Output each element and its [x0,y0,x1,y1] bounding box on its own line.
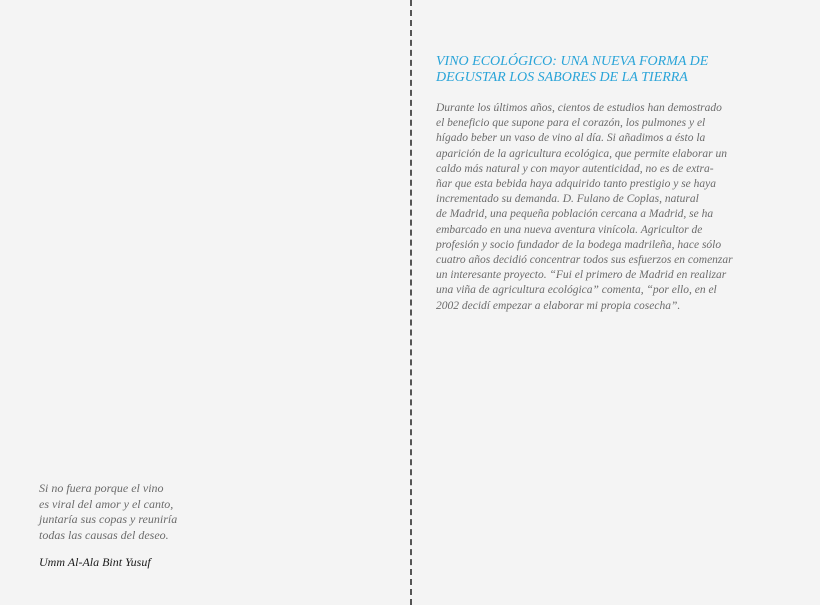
body-line: profesión y socio fundador de la bodega madrileña, hace sólo [436,238,722,251]
quote-line: todas las causas del deseo. [39,527,169,542]
body-line: de Madrid, una pequeña población cercana a Madrid, se ha [436,208,714,221]
quote-author: Umm Al-Ala Bint Yusuf [39,555,151,569]
quote-line: es viral del amor y el canto, [39,496,174,511]
body-line: 2002 decidí empezar a elaborar mi propia cosecha”. [436,299,681,312]
quote-line: juntaría sus copas y reuniría [39,512,178,526]
article-title [436,54,756,86]
body-line: incrementado su demanda. D. Fulano de Coplas, natural [436,193,699,206]
body-line: aparición de la agricultura ecológica, que permite elaborar un [436,147,727,160]
epigraph-quote [39,481,239,543]
body-line: cuatro años decidió concentrar todos sus esfuerzos en comenzar [436,254,733,267]
article-body [436,101,746,314]
body-line: embarcado en una nueva aventura vinícola. Agricultor de [436,223,703,236]
title-line: DEGUSTAR LOS SABORES DE LA TIERRA [436,70,688,85]
body-line: un interesante proyecto. “Fui el primero de Madrid en realizar [436,269,727,282]
body-line: ñar que esta bebida haya adquirido tanto prestigio y se haya [436,178,717,191]
right-page [412,0,820,605]
quote-line: Si no fuera porque el vino [39,481,164,495]
body-line: Durante los últimos años, cientos de estudios han demostrado [436,102,722,114]
body-line: hígado beber un vaso de vino al día. Si añadimos a ésto la [436,132,706,145]
body-line: el beneficio que supone para el corazón, los pulmones y el [436,117,706,130]
body-line: caldo más natural y con mayor autenticidad, no es de extra- [436,162,714,175]
body-line: una viña de agricultura ecológica” comenta, “por ello, en el [436,284,717,297]
title-line: VINO ECOLÓGICO: UNA NUEVA FORMA DE [436,54,709,69]
